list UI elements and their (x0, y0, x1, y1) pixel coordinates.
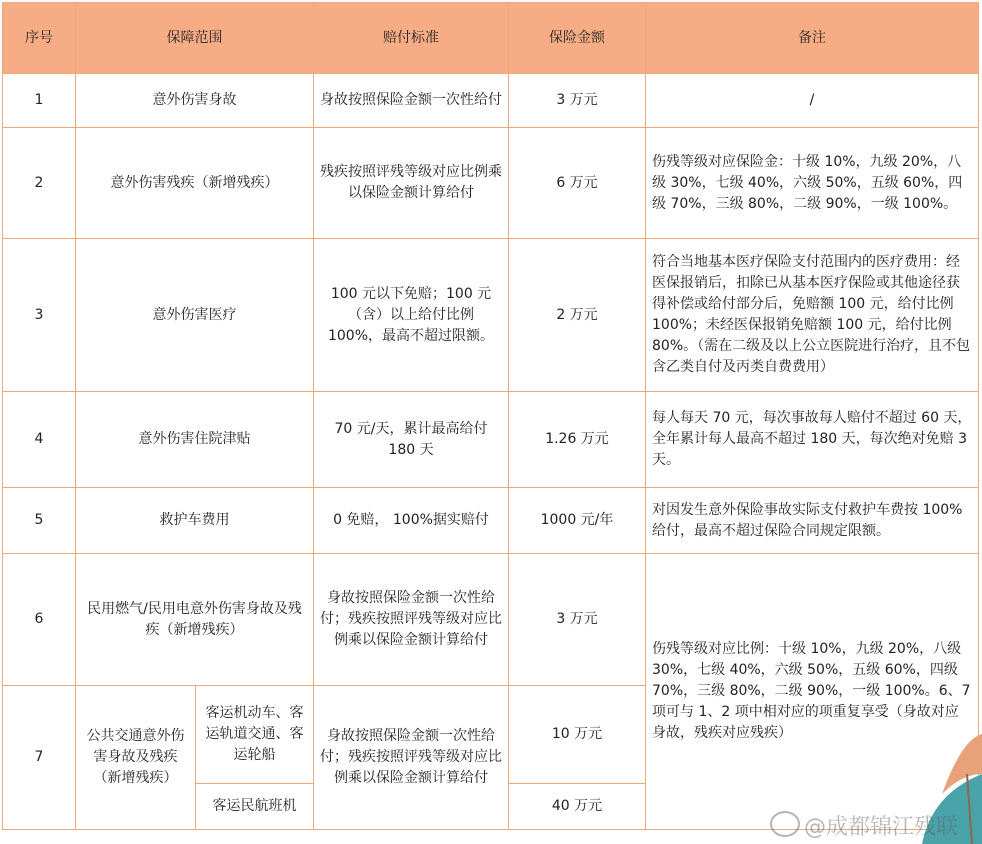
row-scope: 公共交通意外伤害身故及残疾（新增残疾） (76, 686, 196, 830)
header-scope: 保障范围 (76, 3, 314, 74)
row-amount: 2 万元 (509, 239, 646, 392)
insurance-coverage-table (2, 2, 979, 830)
row-no: 5 (3, 488, 76, 554)
row-note: 符合当地基本医疗保险支付范围内的医疗费用：经医保报销后，扣除已从基本医疗保险或其他途径获得补偿或给付部分后，免赔额 100 元，给付比例 100%；未经医保报销免赔额 100 元，给付比例 80%。（需在二级及以上公立医院进行治疗，且不包含乙类自付及丙类自费费用） (646, 239, 979, 392)
row-note: 每人每天 70 元，每次事故每人赔付不超过 60 天，全年累计每人最高不超过 180 天，每次绝对免赔 3 天。 (646, 392, 979, 488)
row-amount-1: 10 万元 (509, 686, 646, 784)
row-subscope-2: 客运民航班机 (196, 784, 314, 830)
row-scope: 救护车费用 (76, 488, 314, 554)
row-note: 伤残等级对应保险金：十级 10%，九级 20%，八级 30%，七级 40%，六级 50%，五级 60%，四级 70%，三级 80%，二级 90%，一级 100%。 (646, 128, 979, 239)
row-standard: 身故按照保险金额一次性给付；残疾按照评残等级对应比例乘以保险金额计算给付 (314, 554, 509, 686)
weibo-icon (770, 811, 800, 837)
row-standard: 残疾按照评残等级对应比例乘以保险金额计算给付 (314, 128, 509, 239)
row-no: 2 (3, 128, 76, 239)
row-note: 对因发生意外保险事故实际支付救护车费按 100%给付，最高不超过保险合同规定限额。 (646, 488, 979, 554)
header-amount: 保险金额 (509, 3, 646, 74)
watermark (770, 810, 958, 841)
row-amount: 3 万元 (509, 554, 646, 686)
table-row (3, 554, 979, 686)
row-subscope-1: 客运机动车、客运轨道交通、客运轮船 (196, 686, 314, 784)
row-no: 4 (3, 392, 76, 488)
row-no: 6 (3, 554, 76, 686)
row-standard: 0 免赔， 100%据实赔付 (314, 488, 509, 554)
row-no: 3 (3, 239, 76, 392)
header-row (3, 3, 979, 74)
row-standard: 身故按照保险金额一次性给付；残疾按照评残等级对应比例乘以保险金额计算给付 (314, 686, 509, 830)
row-scope: 意外伤害医疗 (76, 239, 314, 392)
table-row (3, 392, 979, 488)
row-no: 7 (3, 686, 76, 830)
table-row (3, 128, 979, 239)
row-amount: 3 万元 (509, 74, 646, 128)
header-no: 序号 (3, 3, 76, 74)
row-amount: 6 万元 (509, 128, 646, 239)
row-scope: 意外伤害残疾（新增残疾） (76, 128, 314, 239)
row-amount-2: 40 万元 (509, 784, 646, 830)
row-standard: 70 元/天，累计最高给付 180 天 (314, 392, 509, 488)
row-scope: 意外伤害住院津贴 (76, 392, 314, 488)
row-note: 伤残等级对应比例：十级 10%，九级 20%，八级 30%，七级 40%，六级 50%，五级 60%，四级 70%，三级 80%，二级 90%，一级 100%。6、7 项可与 1、2 项中相对应的项重复享受（身故对应身故，残疾对应残疾） (646, 554, 979, 830)
watermark-text: @成都锦江残联 (804, 815, 959, 840)
header-standard: 赔付标准 (314, 3, 509, 74)
row-standard: 100 元以下免赔；100 元（含）以上给付比例 100%，最高不超过限额。 (314, 239, 509, 392)
header-note: 备注 (646, 3, 979, 74)
row-standard: 身故按照保险金额一次性给付 (314, 74, 509, 128)
row-scope: 民用燃气/民用电意外伤害身故及残疾（新增残疾） (76, 554, 314, 686)
table-row (3, 488, 979, 554)
table-row (3, 239, 979, 392)
row-amount: 1.26 万元 (509, 392, 646, 488)
row-no: 1 (3, 74, 76, 128)
row-amount: 1000 元/年 (509, 488, 646, 554)
table-row (3, 74, 979, 128)
row-scope: 意外伤害身故 (76, 74, 314, 128)
row-note: / (646, 74, 979, 128)
